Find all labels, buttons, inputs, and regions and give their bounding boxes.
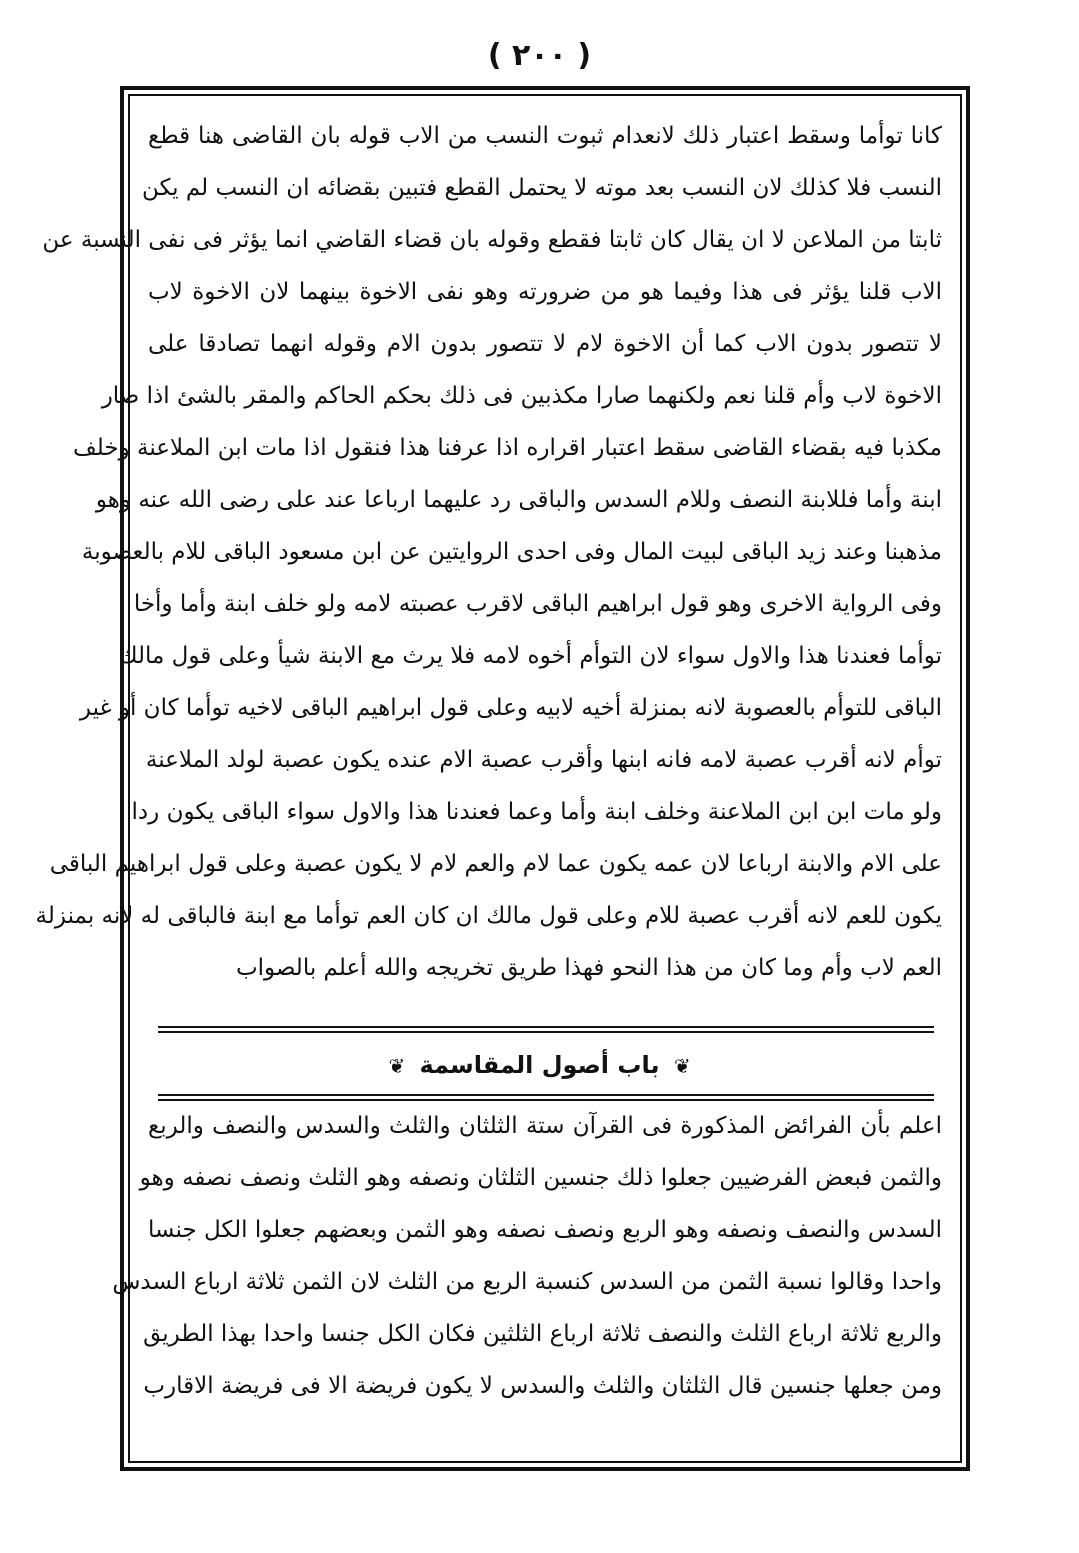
text-line: توأم لانه أقرب عصبة لامه فانه ابنها وأقرب عصبة الام عنده يكون عصبة لولد الملاعنة xyxy=(145,747,942,773)
text-line: السدس والنصف ونصفه وهو الربع ونصف نصفه وهو الثمن وبعضهم جعلوا الكل جنسا xyxy=(148,1217,942,1243)
divider-rule xyxy=(158,1026,934,1028)
section-heading xyxy=(0,1040,1079,1090)
ornament-right-icon: ❦ xyxy=(673,1054,691,1078)
text-line: ولو مات ابن ابن الملاعنة وخلف ابنة وأما وعما فعندنا هذا والاول سواء الباقى يكون ردا xyxy=(131,799,942,825)
text-line: والربع ثلاثة ارباع الثلث والنصف ثلاثة ارباع الثلثين فكان الكل جنسا واحدا بهذا الطريق xyxy=(143,1321,942,1347)
divider-rule xyxy=(158,1031,934,1033)
body-paragraph-1 xyxy=(35,110,942,994)
text-line: الاب قلنا يؤثر فى هذا وفيما هو من ضرورته وهو نفى الاخوة بينهما لان الاخوة لاب xyxy=(148,279,942,305)
text-line: مذهبنا وعند زيد الباقى لبيت المال وفى احدى الروايتين عن ابن مسعود الباقى للام بالعصوبة xyxy=(81,539,942,565)
text-line: الاخوة لاب وأم قلنا نعم ولكنهما صارا مكذبين فى ذلك بحكم الحاكم والمقر بالشئ اذا صار xyxy=(101,383,942,409)
text-line: على الام والابنة ارباعا لان عمه يكون عما لام والعم لام لا يكون عصبة وعلى قول ابراهيم الباقى xyxy=(49,851,942,877)
text-line: يكون للعم لانه أقرب عصبة للام وعلى قول مالك ان كان العم توأما مع ابنة فالباقى له لانه بمنزلة xyxy=(35,903,942,929)
text-line: والثمن فبعض الفرضيين جعلوا ذلك جنسين الثلثان ونصفه وهو الثلث ونصف نصفه وهو xyxy=(139,1165,942,1191)
text-line: العم لاب وأم وما كان من هذا النحو فهذا طريق تخريجه والله أعلم بالصواب xyxy=(235,955,942,981)
text-line: ثابتا من الملاعن لا ان يقال كان ثابتا فقطع وقوله بان قضاء القاضي انما يؤثر فى نفى النسبة عن xyxy=(42,227,942,253)
page-number: ( ٢٠٠ ) xyxy=(487,38,592,73)
body-paragraph-2 xyxy=(112,1100,942,1412)
text-line: الباقى للتوأم بالعصوبة لانه بمنزلة أخيه لابيه وعلى قول ابراهيم الباقى لاخيه توأما كان أو غير xyxy=(79,695,942,721)
text-line: مكذبا فيه بقضاء القاضى سقط اعتبار اقراره اذا عرفنا هذا فنقول اذا مات ابن الملاعنة وخلف xyxy=(72,435,942,461)
ornament-left-icon: ❦ xyxy=(388,1054,406,1078)
text-line: ومن جعلها جنسين قال الثلثان والثلث والسدس لا يكون فريضة الا فى فريضة الاقارب xyxy=(143,1373,942,1399)
section-heading-text: باب أصول المقاسمة xyxy=(419,1051,660,1079)
text-line: واحدا وقالوا نسبة الثمن من السدس كنسبة الربع من الثلث لان الثمن ثلاثة ارباع السدس xyxy=(112,1269,942,1295)
text-line: وفى الرواية الاخرى وهو قول ابراهيم الباقى لاقرب عصبته لامه ولو خلف ابنة وأما وأخا xyxy=(133,591,942,617)
text-line: لا تتصور بدون الاب كما أن الاخوة لام لا تتصور بدون الام وقوله انهما تصادقا على xyxy=(148,331,942,357)
text-line: توأما فعندنا هذا والاول سواء لان التوأم أخوه لامه فلا يرث مع الابنة شيأ وعلى قول مالك xyxy=(118,643,942,669)
text-line: ابنة وأما فللابنة النصف وللام السدس والباقى رد عليهما ارباعا عند على رضى الله عنه وهو xyxy=(95,487,942,513)
divider-rule xyxy=(158,1094,934,1096)
text-line: النسب فلا كذلك لان النسب بعد موته لا يحتمل القطع فتبين بقضائه ان النسب لم يكن xyxy=(141,175,942,201)
text-line: كانا توأما وسقط اعتبار ذلك لانعدام ثبوت النسب من الاب قوله بان القاضى هنا قطع xyxy=(148,123,942,149)
text-line: اعلم بأن الفرائض المذكورة فى القرآن ستة الثلثان والثلث والسدس والنصف والربع xyxy=(148,1113,942,1139)
